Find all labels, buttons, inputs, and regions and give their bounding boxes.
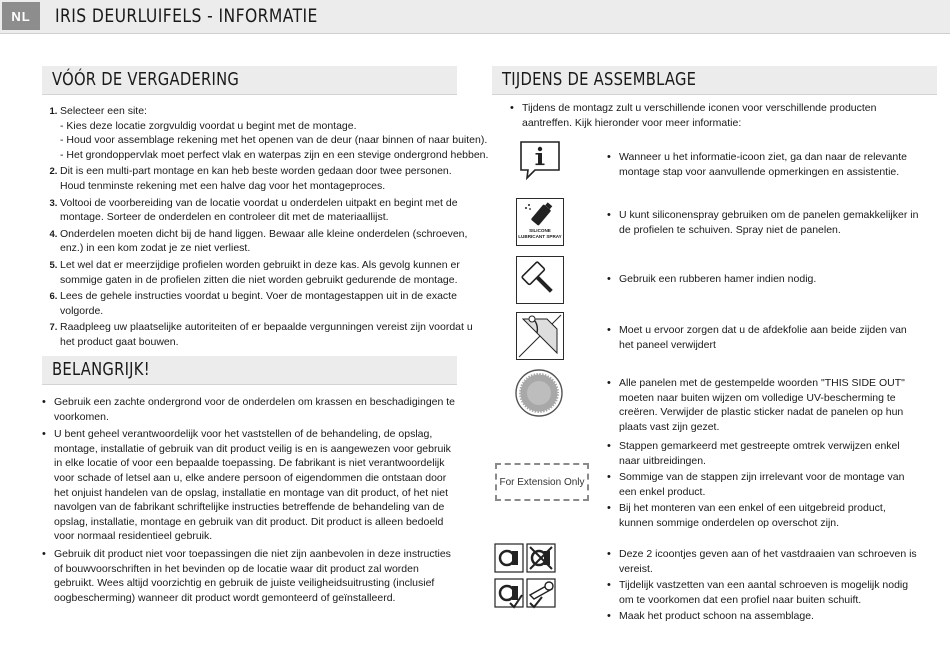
intro-text: • Tijdens de montagz zult u verschillende iconen voor verschillende producten aantreffen. Kijk hieronder voor meer informatie: [522, 101, 926, 130]
list-item: • Alle panelen met de gestempelde woorden "THIS SIDE OUT" moeten naar buiten wijzen om volledige UV-bescherming te creëren. Verwijder de plastic sticker nadat de panelen op hun plaats vast zijn gezet. [619, 376, 923, 434]
step-item: 2. Dit is een multi-part montage en kan heb beste worden gedaan door twee personen. Houd tenminste rekening met een halve dag voor het montageproces. [60, 164, 490, 193]
silicone-spray-icon [516, 198, 564, 246]
info-row [603, 150, 923, 179]
assembly-intro [506, 101, 926, 130]
extension-row [603, 439, 923, 531]
section-header-before [42, 66, 457, 95]
section-title: VÓÓR DE VERGADERING [52, 69, 240, 90]
uv-stamp-icon [514, 368, 564, 418]
step-item: 5. Let wel dat er meerzijdige profielen worden gebruikt in deze kas. Als gevolg kunnen er sommige gaten in de profielen zitten die niet worden gebruikt gedurende de montage. [60, 258, 490, 287]
section-header-important [42, 356, 457, 385]
icon-caption: LUBRICANT SPRAY [518, 233, 562, 239]
screw-row [603, 547, 923, 624]
icon-caption: SILICONE [529, 228, 551, 233]
peel-film-row [603, 323, 923, 352]
list-item: • Sommige van de stappen zijn irrelevant voor de montage van een enkel product. [619, 470, 923, 499]
list-item: • Gebruik dit product niet voor toepassingen die niet zijn aanbevolen in deze instructies of bouwvoorschriften in het bevinden op de locatie waar dit product zal worden gebruikt. Wees altijd voorzichtig en gebruik de juiste veiligheidsuitrusting (inclusief oogbescherming) wanneer dit product wordt gemonteerd of geïnstalleerd. [54, 547, 458, 605]
list-item: • U kunt siliconenspray gebruiken om de panelen gemakkelijker in de profielen te schuiven. Spray niet de panelen. [619, 208, 923, 237]
list-item: • U bent geheel verantwoordelijk voor het vaststellen of de behandeling, de opslag, montage, installatie of gebruik van dit product veilig is en is aangewezen voor gebruik in elke locatie of voor een bepaalde toepassing. De fabrikant is niet verantwoordelijk voor schade of letsel aan u, elke andere persoon of eigendommen die ontstaan door het onjuist handelen van de opslag, installatie en montage van dit product, of het niet navolgen van de fabrikant schriftelijke instructies betreffende de behandeling van de opslag, installatie, montage en gebruik van dit product. Dit product is alleen bedoeld voor normaal residentieel gebruik. [54, 427, 458, 544]
rubber-mallet-icon [516, 256, 564, 304]
step-item: 6. Lees de gehele instructies voordat u begint. Voer de montagestappen uit in de exacte volgorde. [60, 289, 490, 318]
preparation-steps [36, 104, 490, 352]
list-item: • Stappen gemarkeerd met gestreepte omtrek verwijzen enkel naar uitbreidingen. [619, 439, 923, 468]
info-icon [517, 140, 563, 180]
step-item: 1. Selecteer een site: - Kies deze locatie zorgvuldig voordat u begint met de montage. - Houd voor assemblage rekening met het openen van de deur (naar binnen of naar buiten). - Het grondoppervlak moet perfect vlak en waterpas zijn en een stevige ondergrond hebben. [60, 104, 490, 162]
list-item: • Bij het monteren van een enkel of een uitgebreid product, kunnen sommige onderdelen op overschot zijn. [619, 501, 923, 530]
language-badge: NL [2, 2, 40, 30]
list-item: • Maak het product schoon na assemblage. [619, 609, 923, 624]
list-item: • Tijdelijk vastzetten van een aantal schroeven is mogelijk nodig om te voorkomen dat een profiel naar buiten schuift. [619, 578, 923, 607]
list-item: • Wanneer u het informatie-icoon ziet, ga dan naar de relevante montage stap voor aanvullende opmerkingen en assistentie. [619, 150, 923, 179]
top-bar [0, 0, 950, 34]
uv-row [603, 376, 923, 434]
step-item: 3. Voltooi de voorbereiding van de locatie voordat u onderdelen uitpakt en begint met de montage. Sorteer de onderdelen en controleer dit met de materiaallijst. [60, 196, 490, 225]
list-item: • Deze 2 icoontjes geven aan of het vastdraaien van schroeven is vereist. [619, 547, 923, 576]
list-item: • Gebruik een zachte ondergrond voor de onderdelen om krassen en beschadigingen te voorkomen. [54, 395, 458, 424]
mallet-row [603, 272, 923, 287]
section-title: BELANGRIJK! [52, 359, 150, 380]
section-title: TIJDENS DE ASSEMBLAGE [502, 69, 697, 90]
screw-tighten-icons [494, 543, 556, 609]
important-notes [38, 395, 458, 608]
list-item: • Gebruik een rubberen hamer indien nodig. [619, 272, 923, 287]
peel-film-icon [516, 312, 564, 360]
section-header-during [492, 66, 937, 95]
document-title: IRIS DEURLUIFELS - INFORMATIE [55, 5, 318, 27]
silicone-row [603, 208, 923, 237]
list-item: • Moet u ervoor zorgen dat u de afdekfolie aan beide zijden van het paneel verwijdert [619, 323, 923, 352]
step-item: 4. Onderdelen moeten dicht bij de hand liggen. Bewaar alle kleine onderdelen (schroeven, enz.) in een kom zodat je ze niet verliest. [60, 227, 490, 256]
extension-box: For Extension Only [495, 463, 589, 501]
step-item: 7. Raadpleeg uw plaatselijke autoriteiten of er bepaalde vergunningen vereist zijn voordat u het product gaat bouwen. [60, 320, 490, 349]
